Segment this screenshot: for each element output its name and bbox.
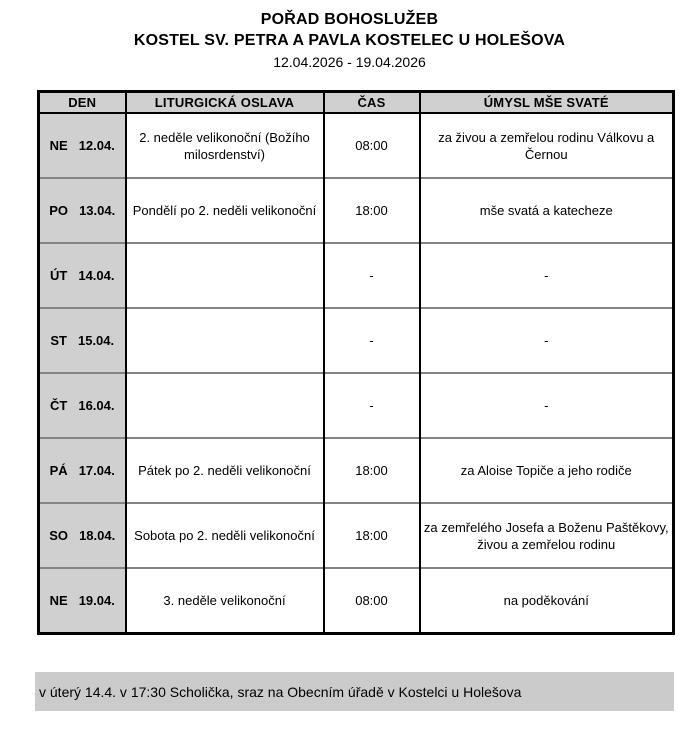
celebration-cell [126, 308, 324, 373]
day-cell [39, 373, 126, 438]
day-cell [39, 113, 126, 178]
day-cell [39, 308, 126, 373]
intention-cell: za Aloise Topiče a jeho rodiče [420, 438, 674, 503]
celebration-cell: 2. neděle velikonoční (Božího milosrdenství) [126, 113, 324, 178]
table-row [39, 308, 674, 373]
table-row [39, 568, 674, 633]
day-date: 18.04. [79, 528, 116, 543]
celebration-cell: Sobota po 2. neděli velikonoční [126, 503, 324, 568]
day-date: 17.04. [78, 463, 115, 478]
day-abbr: PO [49, 203, 69, 218]
celebration-cell [126, 243, 324, 308]
church-name: KOSTEL SV. PETRA A PAVLA KOSTELEC U HOLEŠOVA [133, 32, 566, 49]
celebration-cell: 3. neděle velikonoční [126, 568, 324, 633]
day-cell [39, 438, 126, 503]
celebration-cell: Pátek po 2. neděli velikonoční [126, 438, 324, 503]
day-abbr: ČT [50, 398, 68, 413]
day-abbr: NE [49, 592, 68, 608]
intention-cell: na poděkování [420, 568, 674, 633]
document-header [0, 9, 699, 72]
table-row [39, 438, 674, 503]
intention-cell: - [420, 243, 674, 308]
day-cell [39, 568, 126, 633]
table-row [39, 503, 674, 568]
column-header-liturgicka-oslava: LITURGICKÁ OSLAVA [126, 92, 324, 114]
celebration-cell: Pondělí po 2. neděli velikonoční [126, 178, 324, 243]
day-date: 12.04. [78, 138, 115, 153]
table-row [39, 373, 674, 438]
document-title: POŘAD BOHOSLUŽEB [260, 11, 439, 28]
day-abbr: ÚT [50, 268, 68, 283]
time-cell: - [324, 373, 420, 438]
day-date: 13.04. [79, 203, 116, 218]
day-abbr: PÁ [49, 463, 68, 478]
time-cell: - [324, 308, 420, 373]
time-cell: 18:00 [324, 438, 420, 503]
day-abbr: ST [50, 333, 67, 348]
table-row [39, 178, 674, 243]
intention-cell: mše svatá a katecheze [420, 178, 674, 243]
day-date: 19.04. [78, 592, 115, 608]
time-cell: - [324, 243, 420, 308]
intention-cell: - [420, 373, 674, 438]
day-date: 14.04. [78, 268, 115, 283]
table-row [39, 113, 674, 178]
column-header-cas: ČAS [324, 92, 420, 114]
time-cell: 18:00 [324, 503, 420, 568]
intention-cell: - [420, 308, 674, 373]
intention-cell: za zemřelého Josefa a Boženu Paštěkovy, živou a zemřelou rodinu [420, 503, 674, 568]
schedule-table [37, 90, 675, 635]
day-abbr: SO [49, 528, 69, 543]
date-range: 12.04.2026 - 19.04.2026 [273, 54, 426, 70]
day-cell [39, 178, 126, 243]
day-abbr: NE [49, 138, 68, 153]
column-header-umysl-mse-svate: ÚMYSL MŠE SVATÉ [420, 92, 674, 114]
day-cell [39, 503, 126, 568]
footer-note-text: v úterý 14.4. v 17:30 Scholička, sraz na Obecním úřadě v Kostelci u Holešova [39, 683, 522, 700]
day-cell [39, 243, 126, 308]
day-date: 16.04. [78, 398, 115, 413]
celebration-cell [126, 373, 324, 438]
day-date: 15.04. [77, 333, 115, 348]
intention-cell: za živou a zemřelou rodinu Válkovu a Černou [420, 113, 674, 178]
table-header-row [39, 92, 674, 114]
column-header-den: DEN [39, 92, 126, 114]
time-cell: 18:00 [324, 178, 420, 243]
footer-note-bar [35, 672, 674, 711]
time-cell: 08:00 [324, 568, 420, 633]
table-row [39, 243, 674, 308]
time-cell: 08:00 [324, 113, 420, 178]
